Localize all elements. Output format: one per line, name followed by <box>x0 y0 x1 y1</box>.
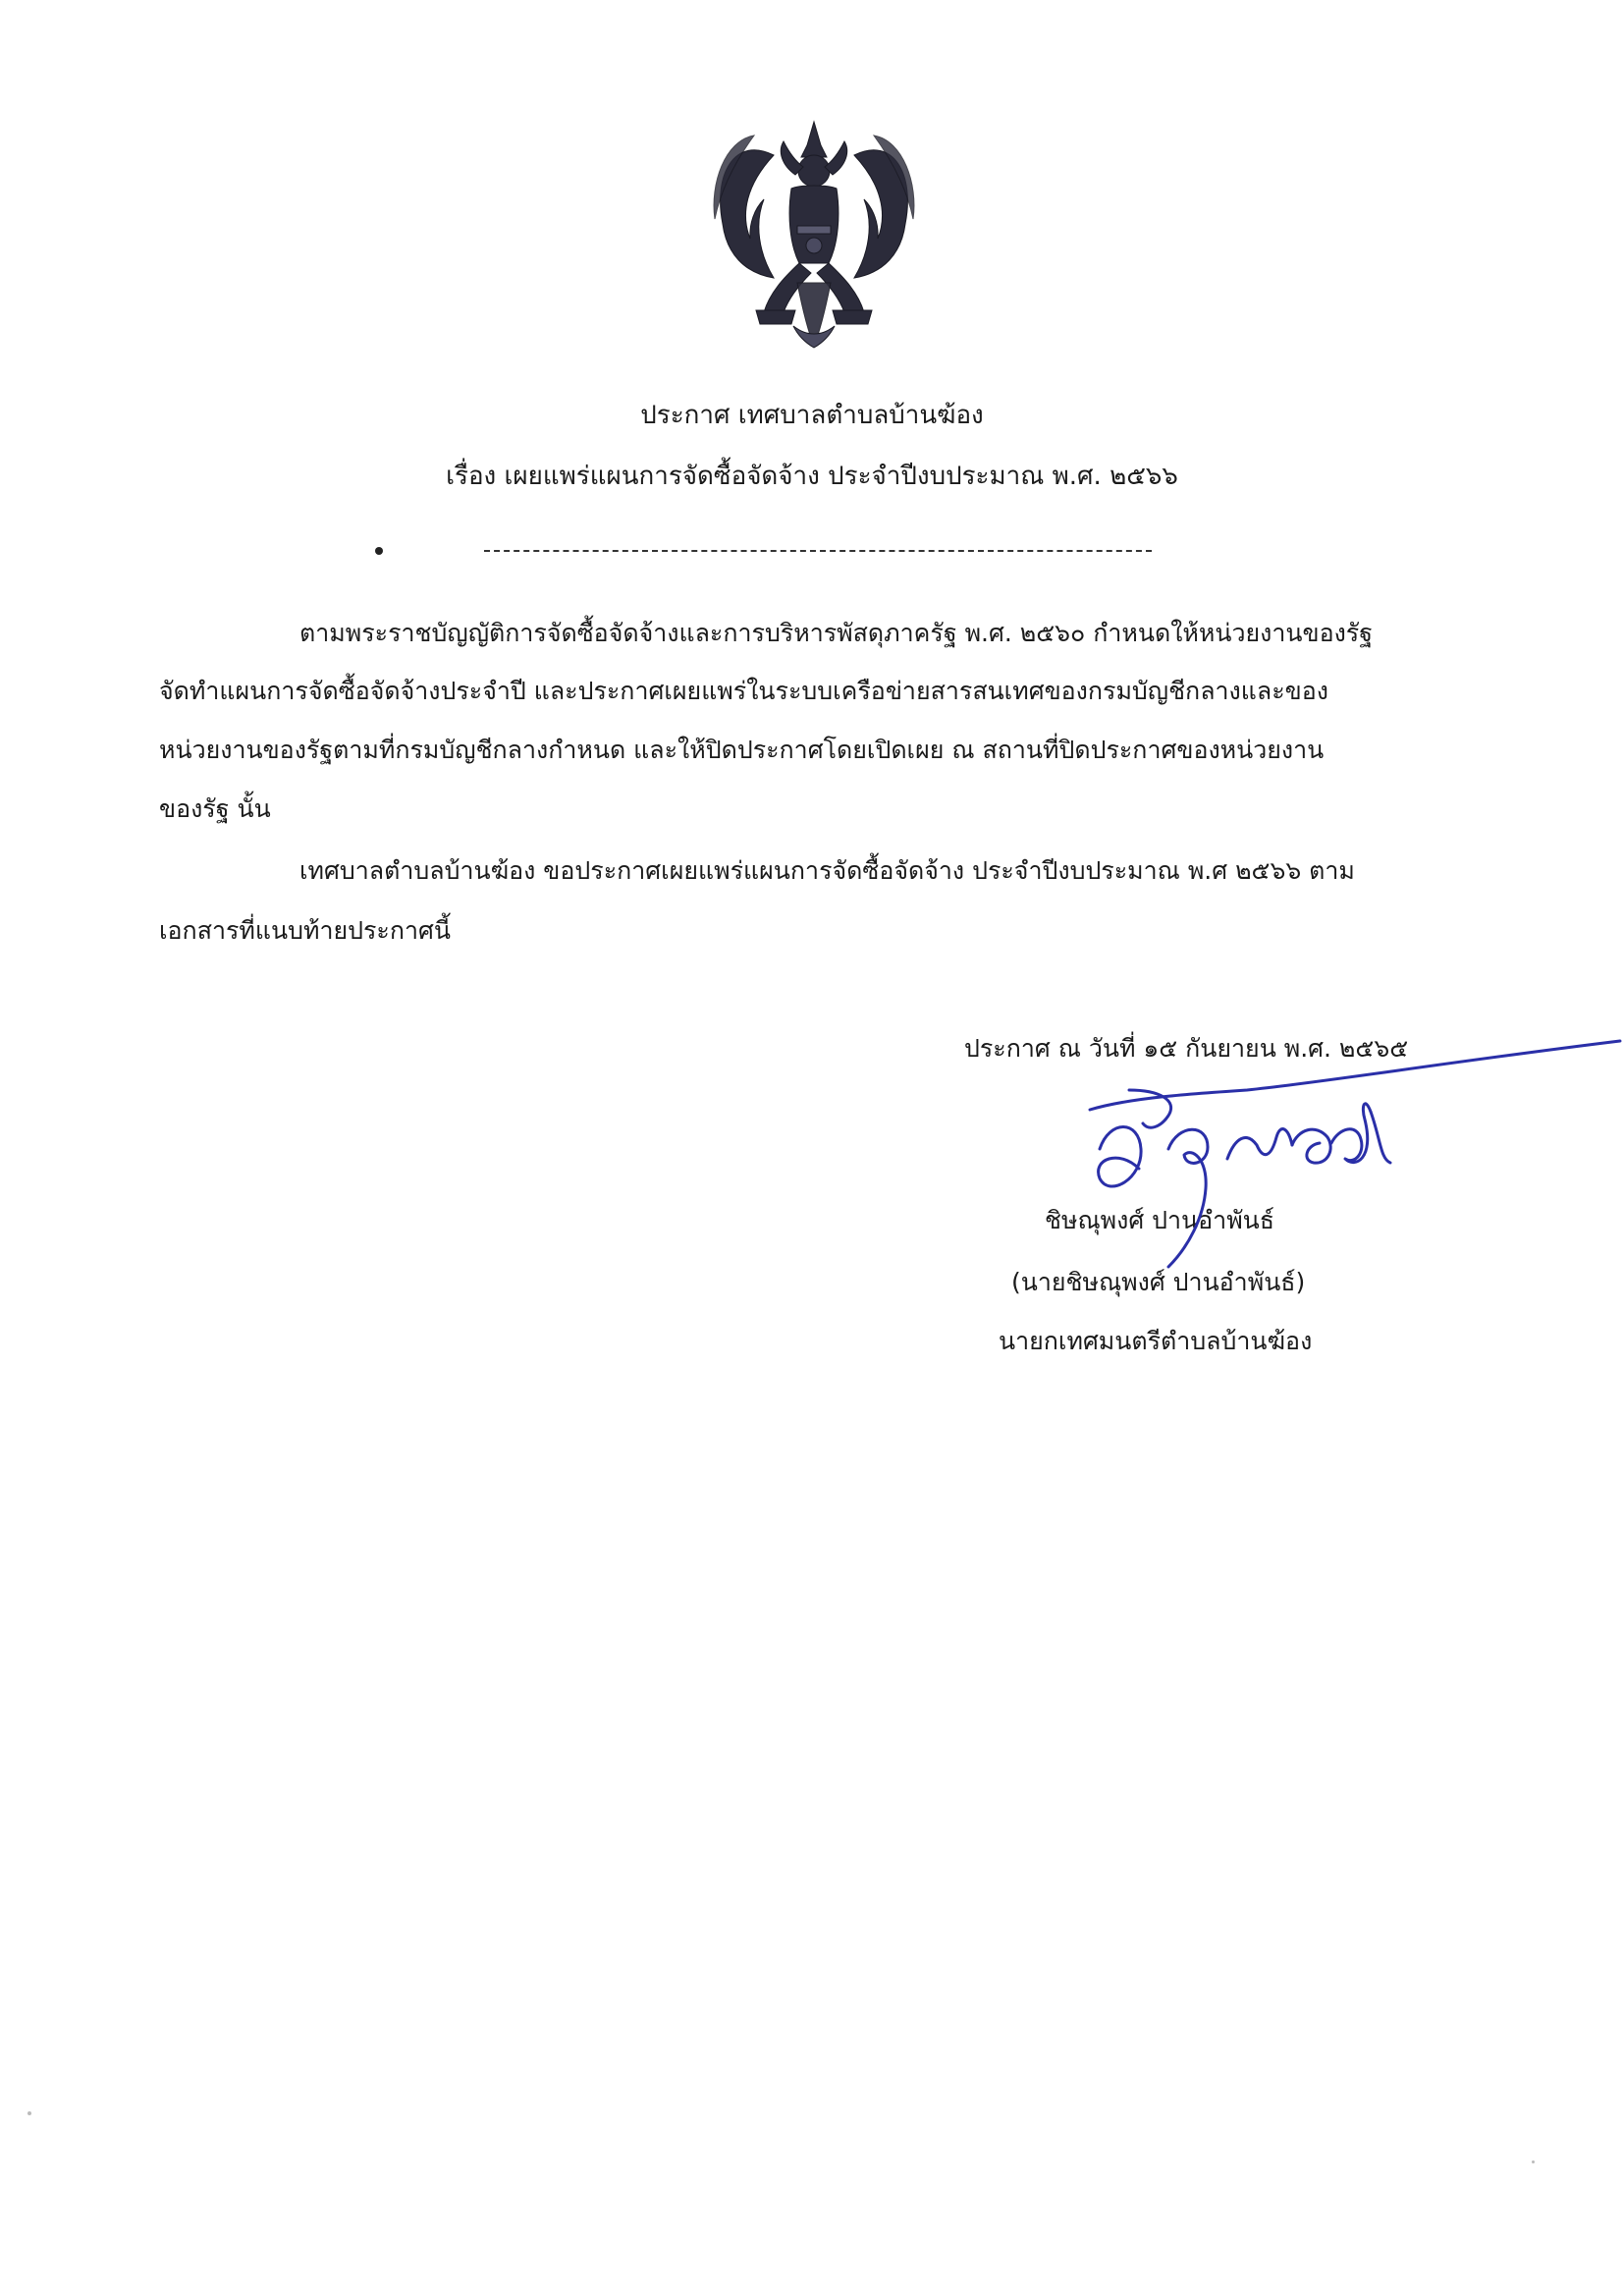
body-paragraph-1-line-3: หน่วยงานของรัฐตามที่กรมบัญชีกลางกำหนด และให้ปิดประกาศโดยเปิดเผย ณ สถานที่ปิดประกาศของหน่วยงาน <box>159 736 1325 764</box>
scan-speck <box>27 2111 31 2115</box>
signer-full-name: (นายชิษณุพงศ์ ปานอำพันธ์) <box>1011 1268 1306 1296</box>
body-paragraph-1-line-1: ตามพระราชบัญญัติการจัดซื้อจัดจ้างและการบริหารพัสดุภาครัฐ พ.ศ. ๒๕๖๐ กำหนดให้หน่วยงานของรัฐ <box>299 619 1374 647</box>
garuda-emblem-icon <box>705 116 923 352</box>
stray-mark <box>375 547 383 555</box>
scan-speck <box>1532 2160 1535 2163</box>
body-paragraph-2-line-1: เทศบาลตำบลบ้านฆ้อง ขอประกาศเผยแพร่แผนการจัดซื้อจัดจ้าง ประจำปีงบประมาณ พ.ศ ๒๕๖๖ ตาม <box>299 856 1355 885</box>
body-paragraph-1-line-4: ของรัฐ นั้น <box>159 794 271 823</box>
announcement-title: ประกาศ เทศบาลตำบลบ้านฆ้อง <box>640 401 984 430</box>
signer-position: นายกเทศมนตรีตำบลบ้านฆ้อง <box>999 1327 1313 1355</box>
body-paragraph-1-line-2: จัดทำแผนการจัดซื้อจัดจ้างประจำปี และประกาศเผยแพร่ในระบบเครือข่ายสารสนเทศของกรมบัญชีกลางและของ <box>159 677 1328 705</box>
announcement-subject: เรื่อง เผยแพร่แผนการจัดซื้อจัดจ้าง ประจำปีงบประมาณ พ.ศ. ๒๕๖๖ <box>446 462 1178 491</box>
dashed-separator <box>484 550 1152 552</box>
body-paragraph-2-line-2: เอกสารที่แนบท้ายประกาศนี้ <box>159 916 451 945</box>
signer-name: ชิษณุพงศ์ ปานอำพันธ์ <box>1045 1206 1275 1234</box>
announcement-date: ประกาศ ณ วันที่ ๑๕ กันยายน พ.ศ. ๒๕๖๕ <box>964 1034 1409 1063</box>
